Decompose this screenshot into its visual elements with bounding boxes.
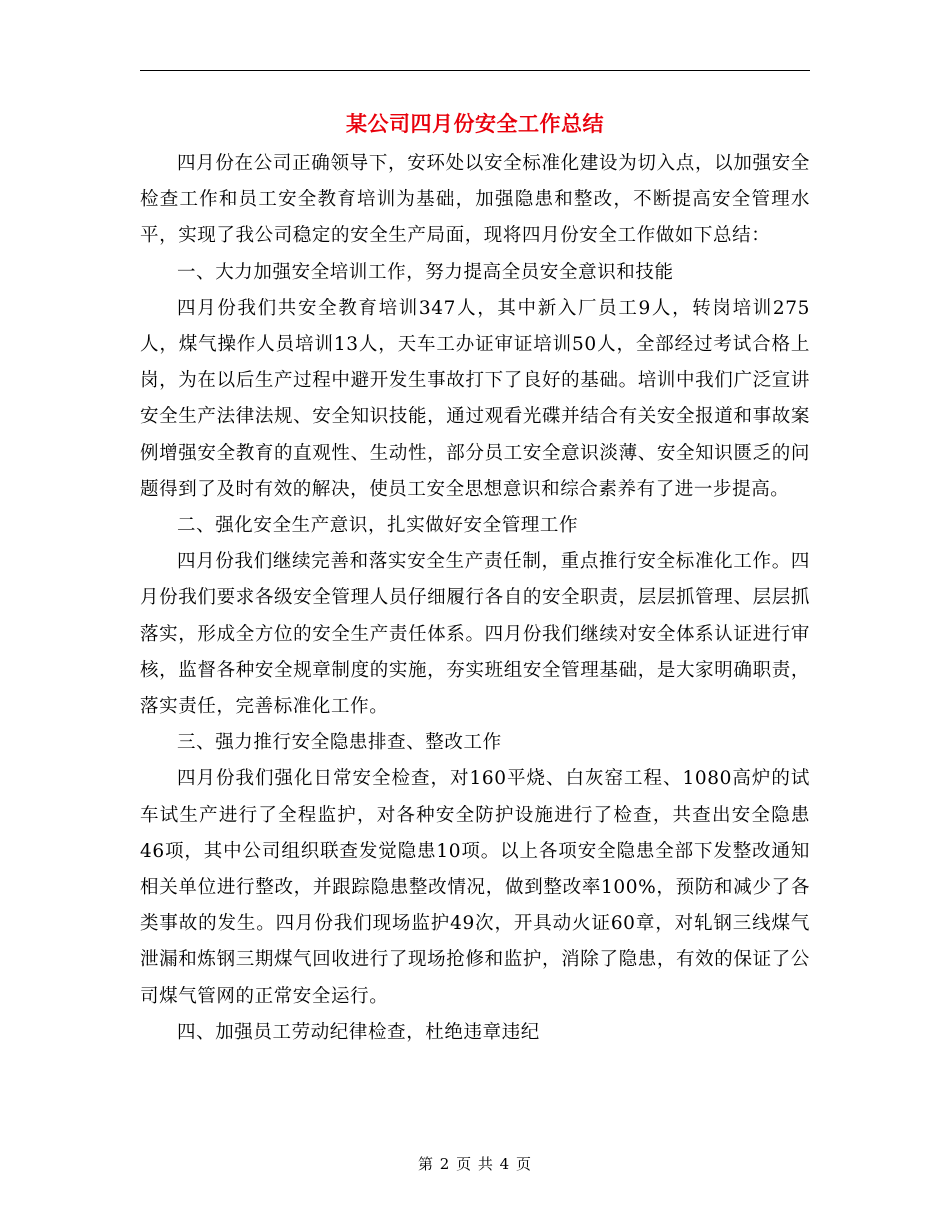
section-heading-4: 四、加强员工劳动纪律检查，杜绝违章违纪 bbox=[177, 1021, 540, 1043]
section-heading-2: 二、强化安全生产意识，扎实做好安全管理工作 bbox=[177, 515, 579, 537]
document-body bbox=[140, 146, 810, 1051]
header-divider bbox=[140, 70, 810, 71]
intro-paragraph: 四月份在公司正确领导下，安环处以安全标准化建设为切入点，以加强安全检查工作和员工安全教育培训为基础，加强隐患和整改，不断提高安全管理水平，实现了我公司稳定的安全生产局面，现将四月份安全工作做如下总结： bbox=[140, 153, 810, 247]
document-title: 某公司四月份安全工作总结 bbox=[346, 111, 604, 136]
section-2-paragraph: 四月份我们继续完善和落实安全生产责任制，重点推行安全标准化工作。四月份我们要求各级安全管理人员仔细履行各自的安全职责，层层抓管理、层层抓落实，形成全方位的安全生产责任体系。四月份我们继续对安全体系认证进行审核，监督各种安全规章制度的实施，夯实班组安全管理基础，是大家明确职责，落实责任，完善标准化工作。 bbox=[140, 551, 810, 718]
section-heading-3: 三、强力推行安全隐患排查、整改工作 bbox=[177, 732, 502, 754]
section-heading-1: 一、大力加强安全培训工作，努力提高全员安全意识和技能 bbox=[177, 261, 674, 283]
section-3-paragraph: 四月份我们强化日常安全检查，对160平烧、白灰窑工程、1080高炉的试车试生产进行了全程监护，对各种安全防护设施进行了检查，共查出安全隐患46项，其中公司组织联查发觉隐患10项。以上各项安全隐患全部下发整改通知相关单位进行整改，并跟踪隐患整改情况，做到整改率100%，预防和减少了各类事故的发生。四月份我们现场监护49次，开具动火证60章，对轧钢三线煤气泄漏和炼钢三期煤气回收进行了现场抢修和监护，消除了隐患，有效的保证了公司煤气管网的正常安全运行。 bbox=[140, 768, 810, 1007]
section-1-paragraph: 四月份我们共安全教育培训347人，其中新入厂员工9人，转岗培训275人，煤气操作人员培训13人，天车工办证审证培训50人，全部经过考试合格上岗，为在以后生产过程中避开发生事故打下了良好的基础。培训中我们广泛宣讲安全生产法律法规、安全知识技能，通过观看光碟并结合有关安全报道和事故案例增强安全教育的直观性、生动性，部分员工安全意识淡薄、安全知识匮乏的问题得到了及时有效的解决，使员工安全思想意识和综合素养有了进一步提高。 bbox=[140, 297, 810, 500]
page-number: 第 2 页 共 4 页 bbox=[418, 1155, 532, 1173]
